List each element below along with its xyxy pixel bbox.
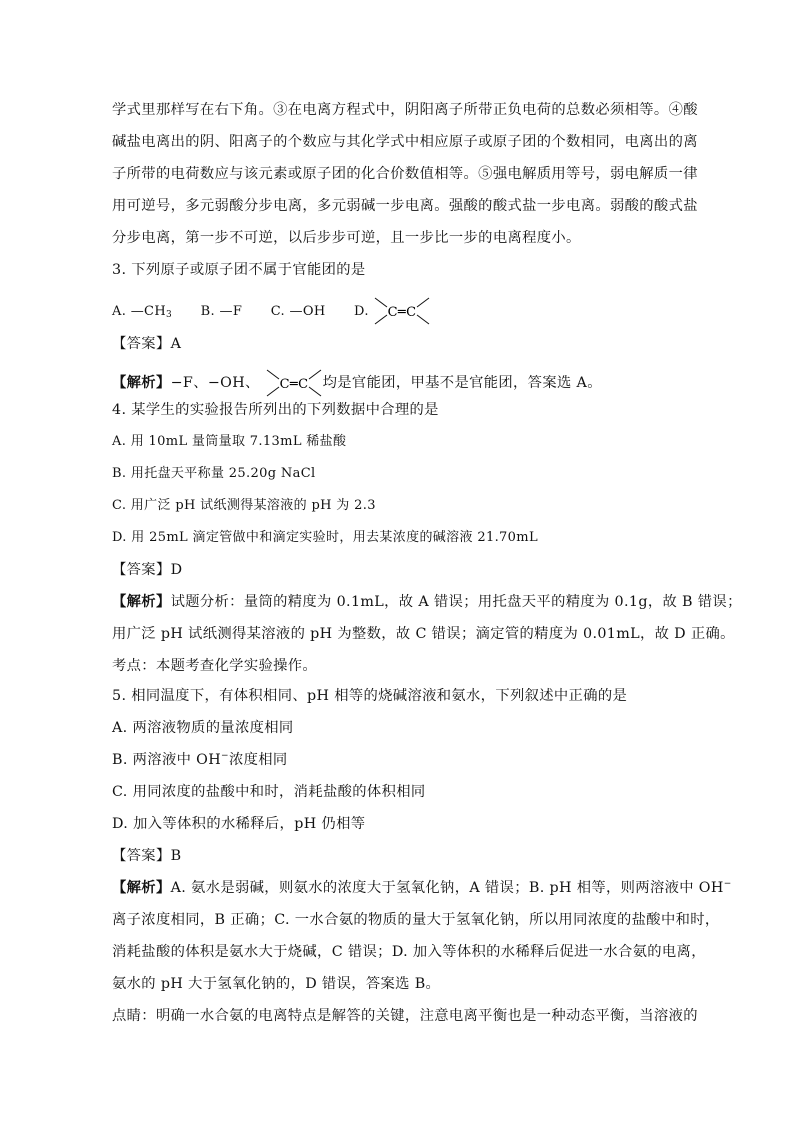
q4-option-c: C. 用广泛 pH 试纸测得某溶液的 pH 为 2.3 bbox=[112, 498, 376, 513]
paragraph-line-3: 子所带的电荷数应与该元素或原子团的化合价数值相等。⑤强电解质用等号，弱电解质一律 bbox=[112, 166, 698, 182]
q4-option-a: A. 用 10mL 量筒量取 7.13mL 稀盐酸 bbox=[112, 434, 347, 449]
alkene-structure-icon bbox=[373, 294, 431, 328]
q4-stem: 4. 某学生的实验报告所列出的下列数据中合理的是 bbox=[112, 402, 439, 418]
q5-stem: 5. 相同温度下，有体积相同、pH 相等的烧碱溶液和氨水，下列叙述中正确的是 bbox=[112, 688, 628, 704]
q5-analysis-1: 【解析】A. 氨水是弱碱，则氨水的浓度大于氢氧化钠，A 错误；B. pH 相等，则两溶液中 OH− bbox=[112, 879, 732, 896]
q3-analysis: 【解析】−F、−OH、 C═C 均是官能团，甲基不是官能团，答案选 A。 bbox=[112, 366, 602, 400]
q5-analysis-3: 消耗盐酸的体积是氨水大于烧碱，C 错误；D. 加入等体积的水稀释后促进一水合氨的电离， bbox=[112, 944, 706, 960]
q4-option-d: D. 用 25mL 滴定管做中和滴定实验时，用去某浓度的碱溶液 21.70mL bbox=[112, 530, 538, 545]
q5-analysis-2: 离子浓度相同，B 正确；C. 一水合氨的物质的量大于氢氧化钠，所以用同浓度的盐酸中和时， bbox=[112, 912, 720, 928]
q5-option-c: C. 用同浓度的盐酸中和时，消耗盐酸的体积相同 bbox=[112, 784, 426, 800]
q3-options bbox=[112, 294, 431, 328]
paragraph-line-4: 用可逆号，多元弱酸分步电离，多元弱碱一步电离。强酸的酸式盐一步电离。弱酸的酸式盐 bbox=[112, 198, 698, 214]
q5-option-b: B. 两溶液中 OH−浓度相同 bbox=[112, 751, 288, 768]
q3-option-d: D. C═C bbox=[354, 304, 431, 319]
q3-option-b: B. —F bbox=[200, 303, 243, 319]
q5-dianjing: 点睛：明确一水合氨的电离特点是解答的关键，注意电离平衡也是一种动态平衡，当溶液的 bbox=[112, 1008, 698, 1024]
alkene-structure-icon bbox=[265, 366, 323, 400]
svg-text:C═C: C═C bbox=[387, 305, 417, 320]
q4-analysis-2: 用广泛 pH 试纸测得某溶液的 pH 为整数，故 C 错误；滴定管的精度为 0.01mL，故 D 正确。 bbox=[112, 626, 735, 642]
q3-stem: 3. 下列原子或原子团不属于官能团的是 bbox=[112, 262, 366, 278]
q3-option-a: A. $—CH_3$ bbox=[112, 303, 173, 320]
q3-option-c: C. —OH bbox=[270, 303, 326, 319]
q4-option-b: B. 用托盘天平称量 25.20g NaCl bbox=[112, 466, 316, 481]
q3-answer: 【答案】A bbox=[112, 336, 182, 352]
paragraph-line-2: 碱盐电离出的阴、阳离子的个数应与其化学式中相应原子或原子团的个数相同，电离出的离 bbox=[112, 134, 698, 150]
svg-text:C═C: C═C bbox=[279, 377, 309, 392]
q4-analysis-1: 【解析】试题分析：量筒的精度为 0.1mL，故 A 错误；用托盘天平的精度为 0.1g，故 B 错误； bbox=[112, 594, 742, 610]
q5-analysis-4: 氨水的 pH 大于氢氧化钠的，D 错误，答案选 B。 bbox=[112, 976, 441, 992]
q5-option-a: A. 两溶液物质的量浓度相同 bbox=[112, 720, 294, 736]
q5-answer: 【答案】B bbox=[112, 848, 182, 864]
q5-option-d: D. 加入等体积的水稀释后，pH 仍相等 bbox=[112, 816, 366, 832]
q4-kaodian: 考点：本题考查化学实验操作。 bbox=[112, 658, 318, 674]
q4-answer: 【答案】D bbox=[112, 562, 183, 578]
paragraph-line-5: 分步电离，第一步不可逆，以后步步可逆，且一步比一步的电离程度小。 bbox=[112, 230, 581, 246]
paragraph-line-1: 学式里那样写在右下角。③在电离方程式中，阴阳离子所带正负电荷的总数必须相等。④酸 bbox=[112, 102, 698, 118]
